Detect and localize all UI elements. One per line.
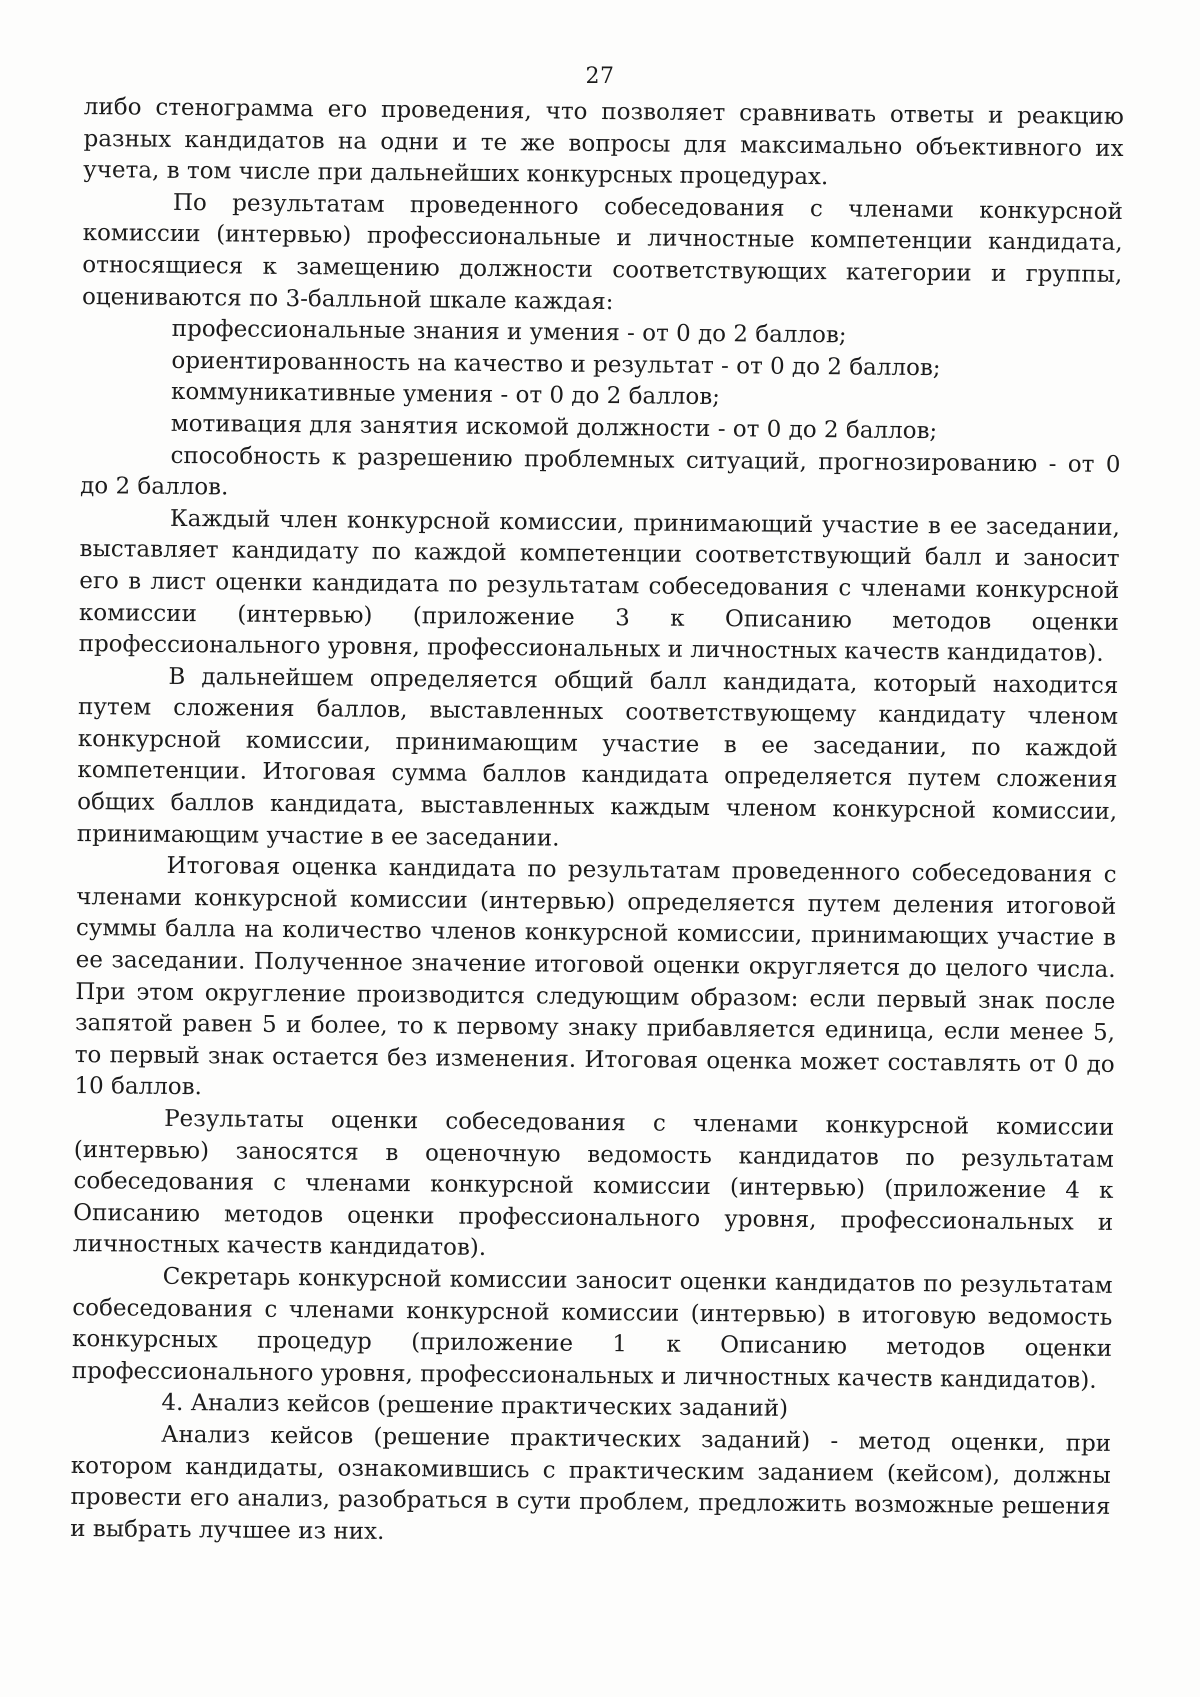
paragraph-final-grade: Итоговая оценка кандидата по результатам проведенного собеседования с членами конкурсной комиссии (интервью) определяется путем деления итоговой суммы балла на количество членов конкурсной комиссии, принимающих участие в ее заседании. Полученное значение итоговой оценки округляется до целого числа. При этом округление производится следующим образом: если первый знак после запятой равен 5 и более, то к первому знаку прибавляется единица, если менее 5, то первый знак остается без изменения. Итоговая оценка может составлять от 0 до 10 баллов.	[74, 853, 1117, 1101]
competency-item: ориентированность на качество и результат - от 0 до 2 баллов;	[171, 347, 941, 381]
competency-item: коммуникативные умения - от 0 до 2 баллов;	[170, 379, 721, 411]
paragraph-member-scoring: Каждый член конкурсной комиссии, принимающий участие в ее заседании, выставляет кандидату по каждой компетенции соответствующий балл и заносит его в лист оценки кандидата по результатам собеседования с членами конкурсной комиссии (интервью) (приложение 3 к Описанию методов оценки профессионального уровня, профессиональных и личностных качеств кандидатов).	[78, 505, 1120, 667]
page-number: 27	[585, 64, 615, 89]
paragraph-results-record: Результаты оценки собеседования с членами конкурсной комиссии (интервью) заносятся в оценочную ведомость кандидатов по результатам собеседования с членами конкурсной комиссии (интервью) (приложение 4 к Описанию методов оценки профессионального уровня, профессиональных и личностных качеств кандидатов).	[72, 1105, 1115, 1262]
section-heading-case-analysis: 4. Анализ кейсов (решение практических заданий)	[161, 1390, 789, 1423]
competency-item: профессиональные знания и умения - от 0 до 2 баллов;	[171, 316, 847, 349]
paragraph-case-analysis: Анализ кейсов (решение практических заданий) - метод оценки, при котором кандидаты, ознакомившись с практическим заданием (кейсом), должны провести его анализ, разобраться в сути проблем, предложить возможные решения и выбрать лучшее из них.	[70, 1421, 1112, 1545]
paragraph-secretary: Секретарь конкурсной комиссии заносит оценки кандидатов по результатам собеседования с членами конкурсной комиссии (интервью) в итоговую ведомость конкурсных процедур (приложение 1 к Описанию методов оценки профессионального уровня, профессиональных и личностных качеств кандидатов).	[71, 1263, 1113, 1394]
paragraph-total-score: В дальнейшем определяется общий балл кандидата, который находится путем сложения баллов, выставленных соответствующему кандидату членом конкурсной комиссии, принимающим участие в ее заседании, по каждой компетенции. Итоговая сумма баллов кандидата определяется путем сложения общих баллов кандидата, выставленных каждым членом конкурсной комиссии, принимающим участие в ее заседании.	[76, 663, 1119, 852]
document-body	[70, 92, 1124, 1555]
paragraph-interview-results: По результатам проведенного собеседования с членами конкурсной комиссии (интервью) профессиональные и личностные компетенции кандидата, относящиеся к замещению должности соответствующих категории и группы, оцениваются по 3-балльной шкале каждая:	[81, 189, 1124, 315]
paragraph-continuation: либо стенограмма его проведения, что позволяет сравнивать ответы и реакцию разных кандидатов на одни и те же вопросы для максимально объективного их учета, в том числе при дальнейших конкурсных процедурах.	[83, 93, 1124, 191]
competency-item: способность к разрешению проблемных ситуаций, прогнозированию - от 0 до 2 баллов.	[80, 442, 1121, 501]
competency-item: мотивация для занятия искомой должности - от 0 до 2 баллов;	[170, 410, 938, 445]
